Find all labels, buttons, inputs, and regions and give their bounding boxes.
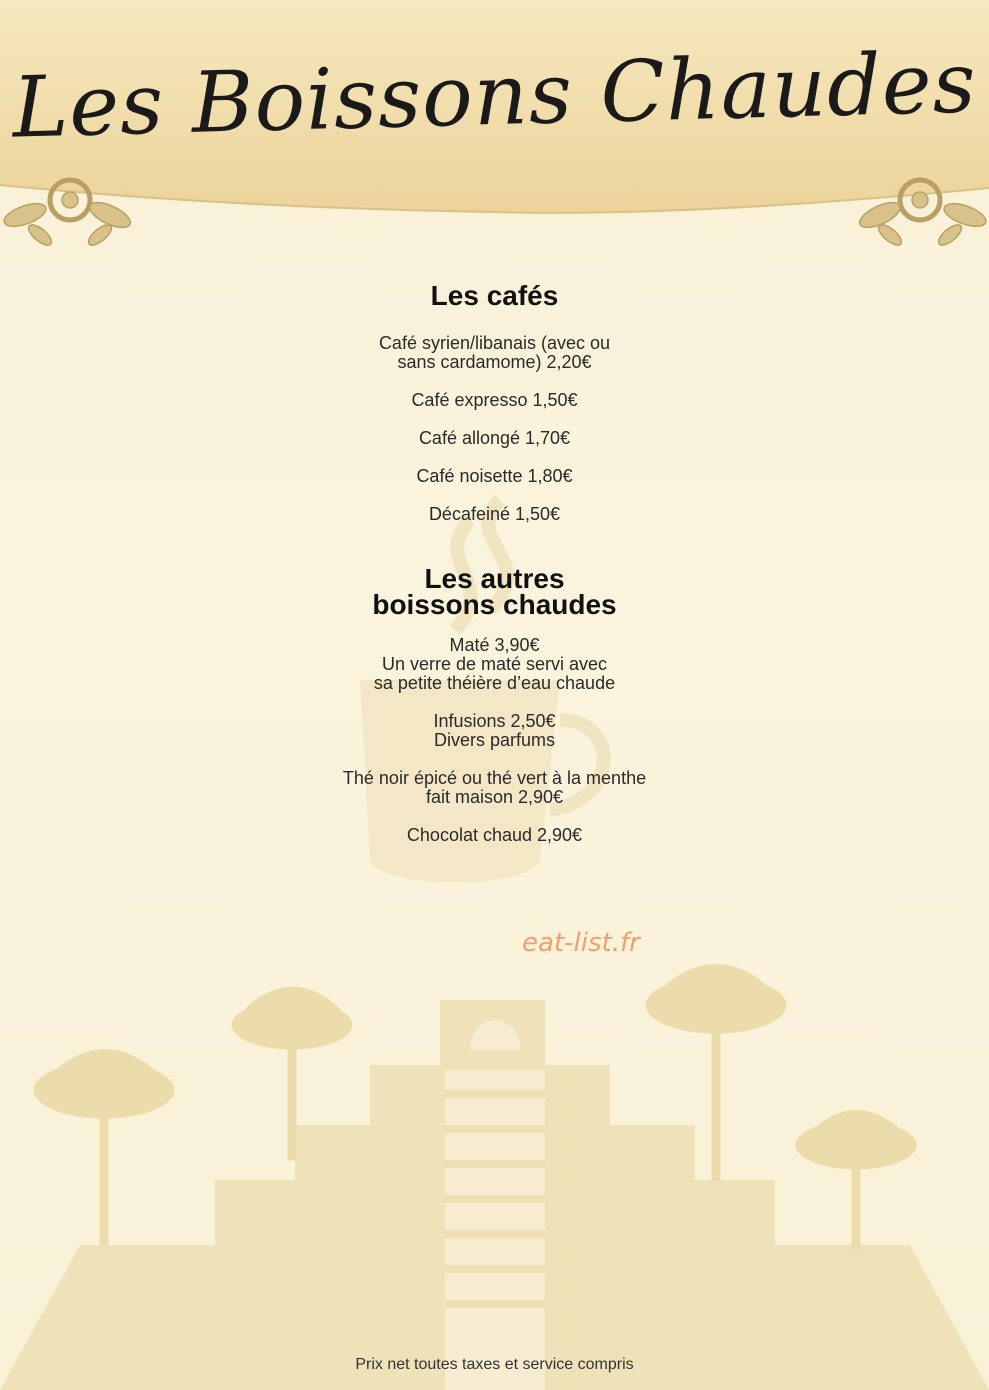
item-line: Café syrien/libanais (avec ou — [378, 333, 611, 353]
menu-item — [0, 636, 989, 693]
menu-item — [0, 826, 989, 845]
watermark-link[interactable]: eat-list.fr — [522, 928, 640, 958]
footer-note: Prix net toutes taxes et service compris — [355, 1356, 634, 1373]
menu-item — [0, 334, 989, 372]
menu-content — [0, 270, 989, 864]
menu-item — [0, 769, 989, 807]
item-description: Divers parfums — [433, 730, 556, 750]
item-line: Maté 3,90€ — [449, 635, 540, 655]
page-title: Les Boissons Chaudes — [11, 33, 978, 157]
menu-item — [0, 391, 989, 410]
item-line: Café allongé 1,70€ — [418, 428, 571, 448]
section-title-autres-boissons — [0, 563, 989, 620]
item-line: Décafeiné 1,50€ — [428, 504, 561, 524]
section-title-line: Les autres — [424, 563, 565, 594]
item-line: Chocolat chaud 2,90€ — [406, 825, 583, 845]
menu-item — [0, 467, 989, 486]
menu-item — [0, 429, 989, 448]
item-line: Café expresso 1,50€ — [411, 390, 578, 410]
item-line: sans cardamome) 2,20€ — [397, 352, 592, 372]
item-line: Café noisette 1,80€ — [416, 466, 573, 486]
item-line: Infusions 2,50€ — [433, 711, 556, 731]
section-title-line: boissons chaudes — [372, 589, 617, 620]
item-line: fait maison 2,90€ — [425, 787, 564, 807]
menu-item — [0, 712, 989, 750]
menu-item — [0, 505, 989, 524]
item-description: Un verre de maté servi avec — [381, 654, 608, 674]
item-description: sa petite théière d’eau chaude — [373, 673, 616, 693]
item-line: Thé noir épicé ou thé vert à la menthe — [342, 768, 647, 788]
section-title-cafes: Les cafés — [430, 280, 559, 311]
